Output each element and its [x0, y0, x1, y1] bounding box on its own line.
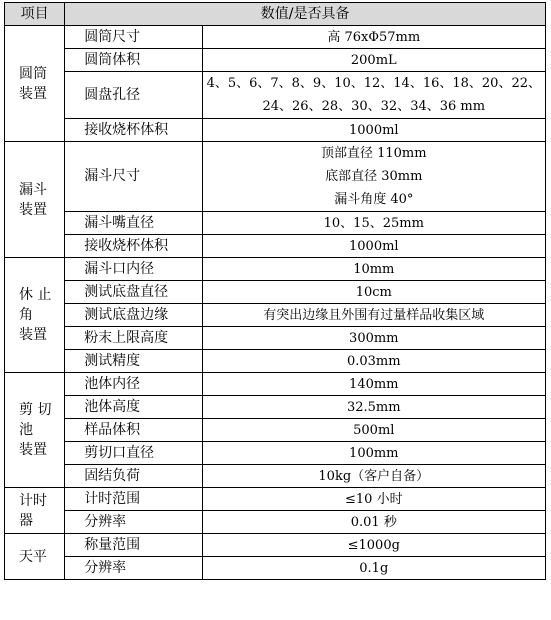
- item-value: [202, 534, 545, 557]
- group-name: [5, 26, 65, 142]
- item-value-line: 10kg（客户自备）: [318, 468, 430, 484]
- item-label: 剪切口直径: [65, 442, 202, 465]
- item-label: 漏斗嘴直径: [65, 212, 202, 235]
- group-name: [5, 258, 65, 373]
- table-row: [5, 72, 546, 119]
- item-value-line: 24、26、28、30、32、34、36 mm: [262, 99, 486, 114]
- item-value: [202, 212, 545, 235]
- item-value: [202, 281, 545, 304]
- group-name-line: 装置: [19, 327, 47, 343]
- item-value-line: 0.1g: [359, 560, 389, 576]
- item-value-line: 500ml: [353, 422, 395, 438]
- item-label: 分辨率: [65, 511, 202, 534]
- item-value: [202, 49, 545, 72]
- group-name-line: 计时器: [19, 492, 47, 529]
- header-value: 数值/是否具备: [65, 3, 546, 26]
- table-row: [5, 557, 546, 580]
- table-row: [5, 396, 546, 419]
- item-value-line: 300mm: [349, 330, 399, 346]
- table-row: [5, 235, 546, 258]
- item-label: 圆筒尺寸: [65, 26, 202, 49]
- item-value-line: 32.5mm: [346, 399, 401, 415]
- item-label: 计时范围: [65, 488, 202, 511]
- table-row: [5, 534, 546, 557]
- table-row: [5, 442, 546, 465]
- item-label: 池体高度: [65, 396, 202, 419]
- item-value: [202, 511, 545, 534]
- group-name-line: 休 止 角: [19, 287, 52, 323]
- item-value: [202, 327, 545, 350]
- item-label: 漏斗口内径: [65, 258, 202, 281]
- item-label: 测试精度: [65, 350, 202, 373]
- table-row: [5, 281, 546, 304]
- table-row: [5, 49, 546, 72]
- item-value-line: 顶部直径 110mm: [320, 146, 427, 161]
- item-value-line: 漏斗角度 40°: [334, 192, 414, 207]
- item-value: [202, 142, 545, 212]
- item-label: 粉末上限高度: [65, 327, 202, 350]
- table-header-row: [5, 3, 546, 26]
- item-label: 分辨率: [65, 557, 202, 580]
- table-row: [5, 304, 546, 327]
- item-label: 漏斗尺寸: [65, 142, 202, 212]
- item-label: 圆盘孔径: [65, 72, 202, 119]
- group-name: [5, 534, 65, 580]
- item-value: [202, 258, 545, 281]
- item-value-line: 0.01 秒: [350, 514, 397, 530]
- item-value-line: 有突出边缘且外围有过量样品收集区域: [263, 307, 485, 323]
- group-name-line: 天平: [19, 548, 47, 565]
- group-name-line: 漏斗: [19, 181, 47, 198]
- table-row: [5, 465, 546, 488]
- item-label: 圆筒体积: [65, 49, 202, 72]
- group-name: [5, 373, 65, 488]
- table-row: [5, 350, 546, 373]
- item-value: [202, 119, 545, 142]
- item-value: [202, 488, 545, 511]
- item-value-line: 10、15、25mm: [323, 215, 424, 231]
- item-value: [202, 442, 545, 465]
- spec-table: [4, 2, 546, 580]
- item-value: [202, 235, 545, 258]
- item-value: [202, 373, 545, 396]
- table-row: [5, 488, 546, 511]
- group-name-line: 装置: [19, 85, 47, 102]
- table-row: [5, 212, 546, 235]
- item-value-line: 底部直径 30mm: [325, 169, 423, 184]
- header-item: 项目: [5, 3, 65, 26]
- table-row: [5, 142, 546, 212]
- table-row: [5, 373, 546, 396]
- item-value-line: 10mm: [353, 261, 395, 277]
- item-value-line: ≤1000g: [347, 537, 400, 553]
- item-label: 样品体积: [65, 419, 202, 442]
- table-row: [5, 119, 546, 142]
- group-name: [5, 142, 65, 258]
- item-value-line: 1000ml: [349, 122, 399, 138]
- item-value-line: ≤10 小时: [345, 491, 403, 507]
- item-label: 称量范围: [65, 534, 202, 557]
- item-label: 池体内径: [65, 373, 202, 396]
- item-value-line: 高 76xΦ57mm: [327, 29, 421, 45]
- group-name: [5, 488, 65, 534]
- item-value: [202, 72, 545, 119]
- item-label: 固结负荷: [65, 465, 202, 488]
- item-value-line: 200mL: [350, 52, 397, 68]
- item-value: [202, 557, 545, 580]
- item-value-line: 140mm: [349, 376, 399, 392]
- item-value: [202, 419, 545, 442]
- item-value-line: 1000ml: [349, 238, 399, 254]
- table-row: [5, 327, 546, 350]
- item-value-line: 100mm: [349, 445, 399, 461]
- table-row: [5, 419, 546, 442]
- item-label: 接收烧杯体积: [65, 235, 202, 258]
- item-value-line: 0.03mm: [346, 353, 401, 369]
- group-name-line: 装置: [19, 201, 47, 218]
- group-name-line: 剪 切 池: [19, 402, 52, 438]
- item-value: [202, 26, 545, 49]
- item-value: [202, 304, 545, 327]
- table-body: [5, 26, 546, 580]
- item-value-line: 4、5、6、7、8、9、10、12、14、16、18、20、22、: [206, 76, 541, 91]
- item-label: 测试底盘直径: [65, 281, 202, 304]
- table-row: [5, 26, 546, 49]
- item-value: [202, 465, 545, 488]
- item-label: 接收烧杯体积: [65, 119, 202, 142]
- table-row: [5, 258, 546, 281]
- group-name-line: 圆筒: [19, 65, 47, 82]
- table-row: [5, 511, 546, 534]
- item-label: 测试底盘边缘: [65, 304, 202, 327]
- item-value-line: 10cm: [355, 284, 392, 300]
- group-name-line: 装置: [19, 442, 47, 458]
- item-value: [202, 350, 545, 373]
- item-value: [202, 396, 545, 419]
